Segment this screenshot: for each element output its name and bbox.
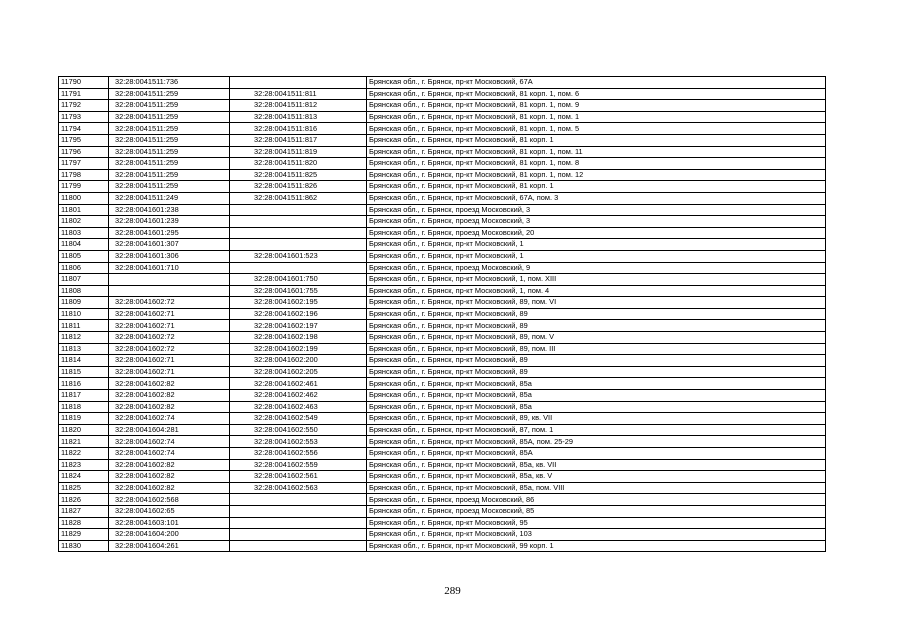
address-cell: Брянская обл., г. Брянск, пр-кт Московский, 81 корп. 1 (367, 134, 826, 146)
cadastral-number-cell: 32:28:0041602:82 (109, 401, 230, 413)
row-number-cell: 11811 (59, 320, 109, 332)
table-row (59, 390, 826, 402)
address-cell: Брянская обл., г. Брянск, пр-кт Московский, 67А, пом. 3 (367, 192, 826, 204)
cadastral-number-cell: 32:28:0041602:72 (109, 297, 230, 309)
object-cadastral-number-cell (230, 505, 367, 517)
address-cell: Брянская обл., г. Брянск, пр-кт Московский, 1 (367, 239, 826, 251)
table-row (59, 204, 826, 216)
cadastral-number-cell: 32:28:0041601:306 (109, 250, 230, 262)
object-cadastral-number-cell: 32:28:0041602:461 (230, 378, 367, 390)
address-cell: Брянская обл., г. Брянск, пр-кт Московский, 85а, пом. VIII (367, 482, 826, 494)
address-cell: Брянская обл., г. Брянск, пр-кт Московский, 81 корп. 1, пом. 9 (367, 100, 826, 112)
object-cadastral-number-cell: 32:28:0041511:862 (230, 192, 367, 204)
object-cadastral-number-cell: 32:28:0041602:195 (230, 297, 367, 309)
object-cadastral-number-cell: 32:28:0041602:549 (230, 413, 367, 425)
object-cadastral-number-cell: 32:28:0041602:205 (230, 366, 367, 378)
address-cell: Брянская обл., г. Брянск, проезд Московский, 3 (367, 216, 826, 228)
row-number-cell: 11805 (59, 250, 109, 262)
table-row (59, 494, 826, 506)
table-row (59, 297, 826, 309)
object-cadastral-number-cell: 32:28:0041602:559 (230, 459, 367, 471)
address-cell: Брянская обл., г. Брянск, пр-кт Московский, 81 корп. 1, пом. 12 (367, 169, 826, 181)
registry-table-body (59, 77, 826, 552)
object-cadastral-number-cell (230, 517, 367, 529)
row-number-cell: 11808 (59, 285, 109, 297)
table-row (59, 100, 826, 112)
row-number-cell: 11800 (59, 192, 109, 204)
address-cell: Брянская обл., г. Брянск, пр-кт Московский, 81 корп. 1, пом. 1 (367, 111, 826, 123)
cadastral-number-cell: 32:28:0041511:259 (109, 111, 230, 123)
object-cadastral-number-cell: 32:28:0041511:813 (230, 111, 367, 123)
table-row (59, 540, 826, 552)
cadastral-number-cell: 32:28:0041511:259 (109, 123, 230, 135)
object-cadastral-number-cell (230, 540, 367, 552)
address-cell: Брянская обл., г. Брянск, пр-кт Московский, 85А, пом. 25-29 (367, 436, 826, 448)
cadastral-number-cell: 32:28:0041511:259 (109, 146, 230, 158)
row-number-cell: 11810 (59, 308, 109, 320)
address-cell: Брянская обл., г. Брянск, пр-кт Московский, 85а (367, 378, 826, 390)
cadastral-number-cell (109, 274, 230, 286)
address-cell: Брянская обл., г. Брянск, проезд Московский, 9 (367, 262, 826, 274)
row-number-cell: 11802 (59, 216, 109, 228)
address-cell: Брянская обл., г. Брянск, пр-кт Московский, 89 (367, 366, 826, 378)
cadastral-number-cell: 32:28:0041601:710 (109, 262, 230, 274)
object-cadastral-number-cell (230, 262, 367, 274)
object-cadastral-number-cell: 32:28:0041602:462 (230, 390, 367, 402)
address-cell: Брянская обл., г. Брянск, пр-кт Московский, 89 (367, 320, 826, 332)
row-number-cell: 11818 (59, 401, 109, 413)
row-number-cell: 11823 (59, 459, 109, 471)
address-cell: Брянская обл., г. Брянск, пр-кт Московский, 99 корп. 1 (367, 540, 826, 552)
object-cadastral-number-cell: 32:28:0041601:755 (230, 285, 367, 297)
object-cadastral-number-cell (230, 529, 367, 541)
row-number-cell: 11827 (59, 505, 109, 517)
address-cell: Брянская обл., г. Брянск, пр-кт Московский, 81 корп. 1, пом. 5 (367, 123, 826, 135)
cadastral-number-cell: 32:28:0041602:568 (109, 494, 230, 506)
table-row (59, 505, 826, 517)
cadastral-number-cell: 32:28:0041511:259 (109, 88, 230, 100)
object-cadastral-number-cell: 32:28:0041602:550 (230, 424, 367, 436)
address-cell: Брянская обл., г. Брянск, проезд Московский, 86 (367, 494, 826, 506)
address-cell: Брянская обл., г. Брянск, пр-кт Московский, 81 корп. 1, пом. 6 (367, 88, 826, 100)
cadastral-number-cell: 32:28:0041511:259 (109, 134, 230, 146)
cadastral-number-cell: 32:28:0041602:82 (109, 482, 230, 494)
address-cell: Брянская обл., г. Брянск, пр-кт Московский, 89, пом. VI (367, 297, 826, 309)
row-number-cell: 11820 (59, 424, 109, 436)
address-cell: Брянская обл., г. Брянск, пр-кт Московский, 81 корп. 1, пом. 8 (367, 158, 826, 170)
table-row (59, 239, 826, 251)
object-cadastral-number-cell (230, 204, 367, 216)
table-row (59, 169, 826, 181)
table-row (59, 216, 826, 228)
table-row (59, 366, 826, 378)
object-cadastral-number-cell: 32:28:0041602:196 (230, 308, 367, 320)
row-number-cell: 11791 (59, 88, 109, 100)
row-number-cell: 11822 (59, 448, 109, 460)
table-row (59, 111, 826, 123)
cadastral-number-cell (109, 285, 230, 297)
object-cadastral-number-cell (230, 77, 367, 89)
table-row (59, 146, 826, 158)
table-row (59, 413, 826, 425)
table-row (59, 77, 826, 89)
address-cell: Брянская обл., г. Брянск, пр-кт Московский, 85а (367, 390, 826, 402)
cadastral-number-cell: 32:28:0041602:74 (109, 413, 230, 425)
cadastral-number-cell: 32:28:0041601:295 (109, 227, 230, 239)
row-number-cell: 11828 (59, 517, 109, 529)
table-row (59, 88, 826, 100)
cadastral-number-cell: 32:28:0041602:74 (109, 436, 230, 448)
address-cell: Брянская обл., г. Брянск, проезд Московский, 3 (367, 204, 826, 216)
object-cadastral-number-cell (230, 227, 367, 239)
cadastral-number-cell: 32:28:0041603:101 (109, 517, 230, 529)
row-number-cell: 11807 (59, 274, 109, 286)
row-number-cell: 11813 (59, 343, 109, 355)
cadastral-number-cell: 32:28:0041601:238 (109, 204, 230, 216)
row-number-cell: 11815 (59, 366, 109, 378)
cadastral-number-cell: 32:28:0041604:261 (109, 540, 230, 552)
object-cadastral-number-cell: 32:28:0041602:463 (230, 401, 367, 413)
address-cell: Брянская обл., г. Брянск, пр-кт Московский, 103 (367, 529, 826, 541)
cadastral-number-cell: 32:28:0041602:71 (109, 308, 230, 320)
table-row (59, 436, 826, 448)
row-number-cell: 11809 (59, 297, 109, 309)
cadastral-number-cell: 32:28:0041511:736 (109, 77, 230, 89)
row-number-cell: 11795 (59, 134, 109, 146)
row-number-cell: 11806 (59, 262, 109, 274)
table-row (59, 181, 826, 193)
table-row (59, 134, 826, 146)
row-number-cell: 11825 (59, 482, 109, 494)
row-number-cell: 11826 (59, 494, 109, 506)
table-row (59, 274, 826, 286)
address-cell: Брянская обл., г. Брянск, пр-кт Московский, 81 корп. 1 (367, 181, 826, 193)
address-cell: Брянская обл., г. Брянск, проезд Московский, 20 (367, 227, 826, 239)
table-row (59, 262, 826, 274)
row-number-cell: 11798 (59, 169, 109, 181)
object-cadastral-number-cell: 32:28:0041511:819 (230, 146, 367, 158)
address-cell: Брянская обл., г. Брянск, пр-кт Московский, 85а, кв. VII (367, 459, 826, 471)
table-row (59, 308, 826, 320)
table-row (59, 250, 826, 262)
row-number-cell: 11812 (59, 332, 109, 344)
table-row (59, 459, 826, 471)
object-cadastral-number-cell (230, 494, 367, 506)
row-number-cell: 11830 (59, 540, 109, 552)
object-cadastral-number-cell: 32:28:0041511:826 (230, 181, 367, 193)
table-row (59, 285, 826, 297)
object-cadastral-number-cell: 32:28:0041511:811 (230, 88, 367, 100)
object-cadastral-number-cell: 32:28:0041511:812 (230, 100, 367, 112)
cadastral-number-cell: 32:28:0041511:259 (109, 158, 230, 170)
cadastral-number-cell: 32:28:0041511:259 (109, 181, 230, 193)
table-row (59, 517, 826, 529)
address-cell: Брянская обл., г. Брянск, пр-кт Московский, 1 (367, 250, 826, 262)
page-number: 289 (444, 585, 461, 597)
object-cadastral-number-cell (230, 216, 367, 228)
table-row (59, 529, 826, 541)
cadastral-number-cell: 32:28:0041602:82 (109, 459, 230, 471)
row-number-cell: 11829 (59, 529, 109, 541)
row-number-cell: 11792 (59, 100, 109, 112)
cadastral-number-cell: 32:28:0041602:74 (109, 448, 230, 460)
object-cadastral-number-cell (230, 239, 367, 251)
object-cadastral-number-cell: 32:28:0041511:816 (230, 123, 367, 135)
row-number-cell: 11821 (59, 436, 109, 448)
object-cadastral-number-cell: 32:28:0041601:750 (230, 274, 367, 286)
object-cadastral-number-cell: 32:28:0041602:563 (230, 482, 367, 494)
object-cadastral-number-cell: 32:28:0041511:825 (230, 169, 367, 181)
row-number-cell: 11794 (59, 123, 109, 135)
row-number-cell: 11803 (59, 227, 109, 239)
table-row (59, 471, 826, 483)
address-cell: Брянская обл., г. Брянск, пр-кт Московский, 89 (367, 355, 826, 367)
cadastral-number-cell: 32:28:0041511:259 (109, 169, 230, 181)
table-row (59, 343, 826, 355)
object-cadastral-number-cell: 32:28:0041602:197 (230, 320, 367, 332)
table-row (59, 123, 826, 135)
cadastral-number-cell: 32:28:0041602:72 (109, 332, 230, 344)
address-cell: Брянская обл., г. Брянск, пр-кт Московский, 89 (367, 308, 826, 320)
object-cadastral-number-cell: 32:28:0041602:198 (230, 332, 367, 344)
row-number-cell: 11790 (59, 77, 109, 89)
row-number-cell: 11824 (59, 471, 109, 483)
cadastral-number-cell: 32:28:0041602:71 (109, 320, 230, 332)
table-row (59, 227, 826, 239)
object-cadastral-number-cell: 32:28:0041601:523 (230, 250, 367, 262)
address-cell: Брянская обл., г. Брянск, пр-кт Московский, 89, кв. VII (367, 413, 826, 425)
row-number-cell: 11819 (59, 413, 109, 425)
cadastral-number-cell: 32:28:0041511:259 (109, 100, 230, 112)
table-row (59, 355, 826, 367)
table-row (59, 482, 826, 494)
object-cadastral-number-cell: 32:28:0041602:556 (230, 448, 367, 460)
cadastral-number-cell: 32:28:0041602:72 (109, 343, 230, 355)
row-number-cell: 11817 (59, 390, 109, 402)
registry-table (58, 76, 826, 552)
row-number-cell: 11816 (59, 378, 109, 390)
row-number-cell: 11799 (59, 181, 109, 193)
cadastral-number-cell: 32:28:0041602:82 (109, 378, 230, 390)
object-cadastral-number-cell: 32:28:0041602:553 (230, 436, 367, 448)
row-number-cell: 11797 (59, 158, 109, 170)
object-cadastral-number-cell: 32:28:0041602:199 (230, 343, 367, 355)
row-number-cell: 11796 (59, 146, 109, 158)
cadastral-number-cell: 32:28:0041604:281 (109, 424, 230, 436)
cadastral-number-cell: 32:28:0041602:82 (109, 471, 230, 483)
address-cell: Брянская обл., г. Брянск, пр-кт Московский, 67А (367, 77, 826, 89)
table-row (59, 424, 826, 436)
object-cadastral-number-cell: 32:28:0041602:200 (230, 355, 367, 367)
row-number-cell: 11793 (59, 111, 109, 123)
cadastral-number-cell: 32:28:0041602:82 (109, 390, 230, 402)
cadastral-number-cell: 32:28:0041604:200 (109, 529, 230, 541)
object-cadastral-number-cell: 32:28:0041511:817 (230, 134, 367, 146)
cadastral-number-cell: 32:28:0041602:71 (109, 366, 230, 378)
table-row (59, 378, 826, 390)
address-cell: Брянская обл., г. Брянск, пр-кт Московский, 85а (367, 401, 826, 413)
row-number-cell: 11804 (59, 239, 109, 251)
object-cadastral-number-cell: 32:28:0041511:820 (230, 158, 367, 170)
address-cell: Брянская обл., г. Брянск, пр-кт Московский, 81 корп. 1, пом. 11 (367, 146, 826, 158)
cadastral-number-cell: 32:28:0041602:65 (109, 505, 230, 517)
address-cell: Брянская обл., г. Брянск, пр-кт Московский, 95 (367, 517, 826, 529)
row-number-cell: 11814 (59, 355, 109, 367)
table-row (59, 448, 826, 460)
address-cell: Брянская обл., г. Брянск, проезд Московский, 85 (367, 505, 826, 517)
cadastral-number-cell: 32:28:0041601:307 (109, 239, 230, 251)
address-cell: Брянская обл., г. Брянск, пр-кт Московский, 89, пом. V (367, 332, 826, 344)
object-cadastral-number-cell: 32:28:0041602:561 (230, 471, 367, 483)
address-cell: Брянская обл., г. Брянск, пр-кт Московский, 89, пом. III (367, 343, 826, 355)
table-row (59, 320, 826, 332)
cadastral-number-cell: 32:28:0041602:71 (109, 355, 230, 367)
table-row (59, 192, 826, 204)
table-row (59, 401, 826, 413)
address-cell: Брянская обл., г. Брянск, пр-кт Московский, 85А (367, 448, 826, 460)
address-cell: Брянская обл., г. Брянск, пр-кт Московский, 1, пом. XIII (367, 274, 826, 286)
address-cell: Брянская обл., г. Брянск, пр-кт Московский, 87, пом. 1 (367, 424, 826, 436)
address-cell: Брянская обл., г. Брянск, пр-кт Московский, 1, пом. 4 (367, 285, 826, 297)
address-cell: Брянская обл., г. Брянск, пр-кт Московский, 85а, кв. V (367, 471, 826, 483)
row-number-cell: 11801 (59, 204, 109, 216)
table-row (59, 332, 826, 344)
cadastral-number-cell: 32:28:0041511:249 (109, 192, 230, 204)
cadastral-number-cell: 32:28:0041601:239 (109, 216, 230, 228)
table-row (59, 158, 826, 170)
